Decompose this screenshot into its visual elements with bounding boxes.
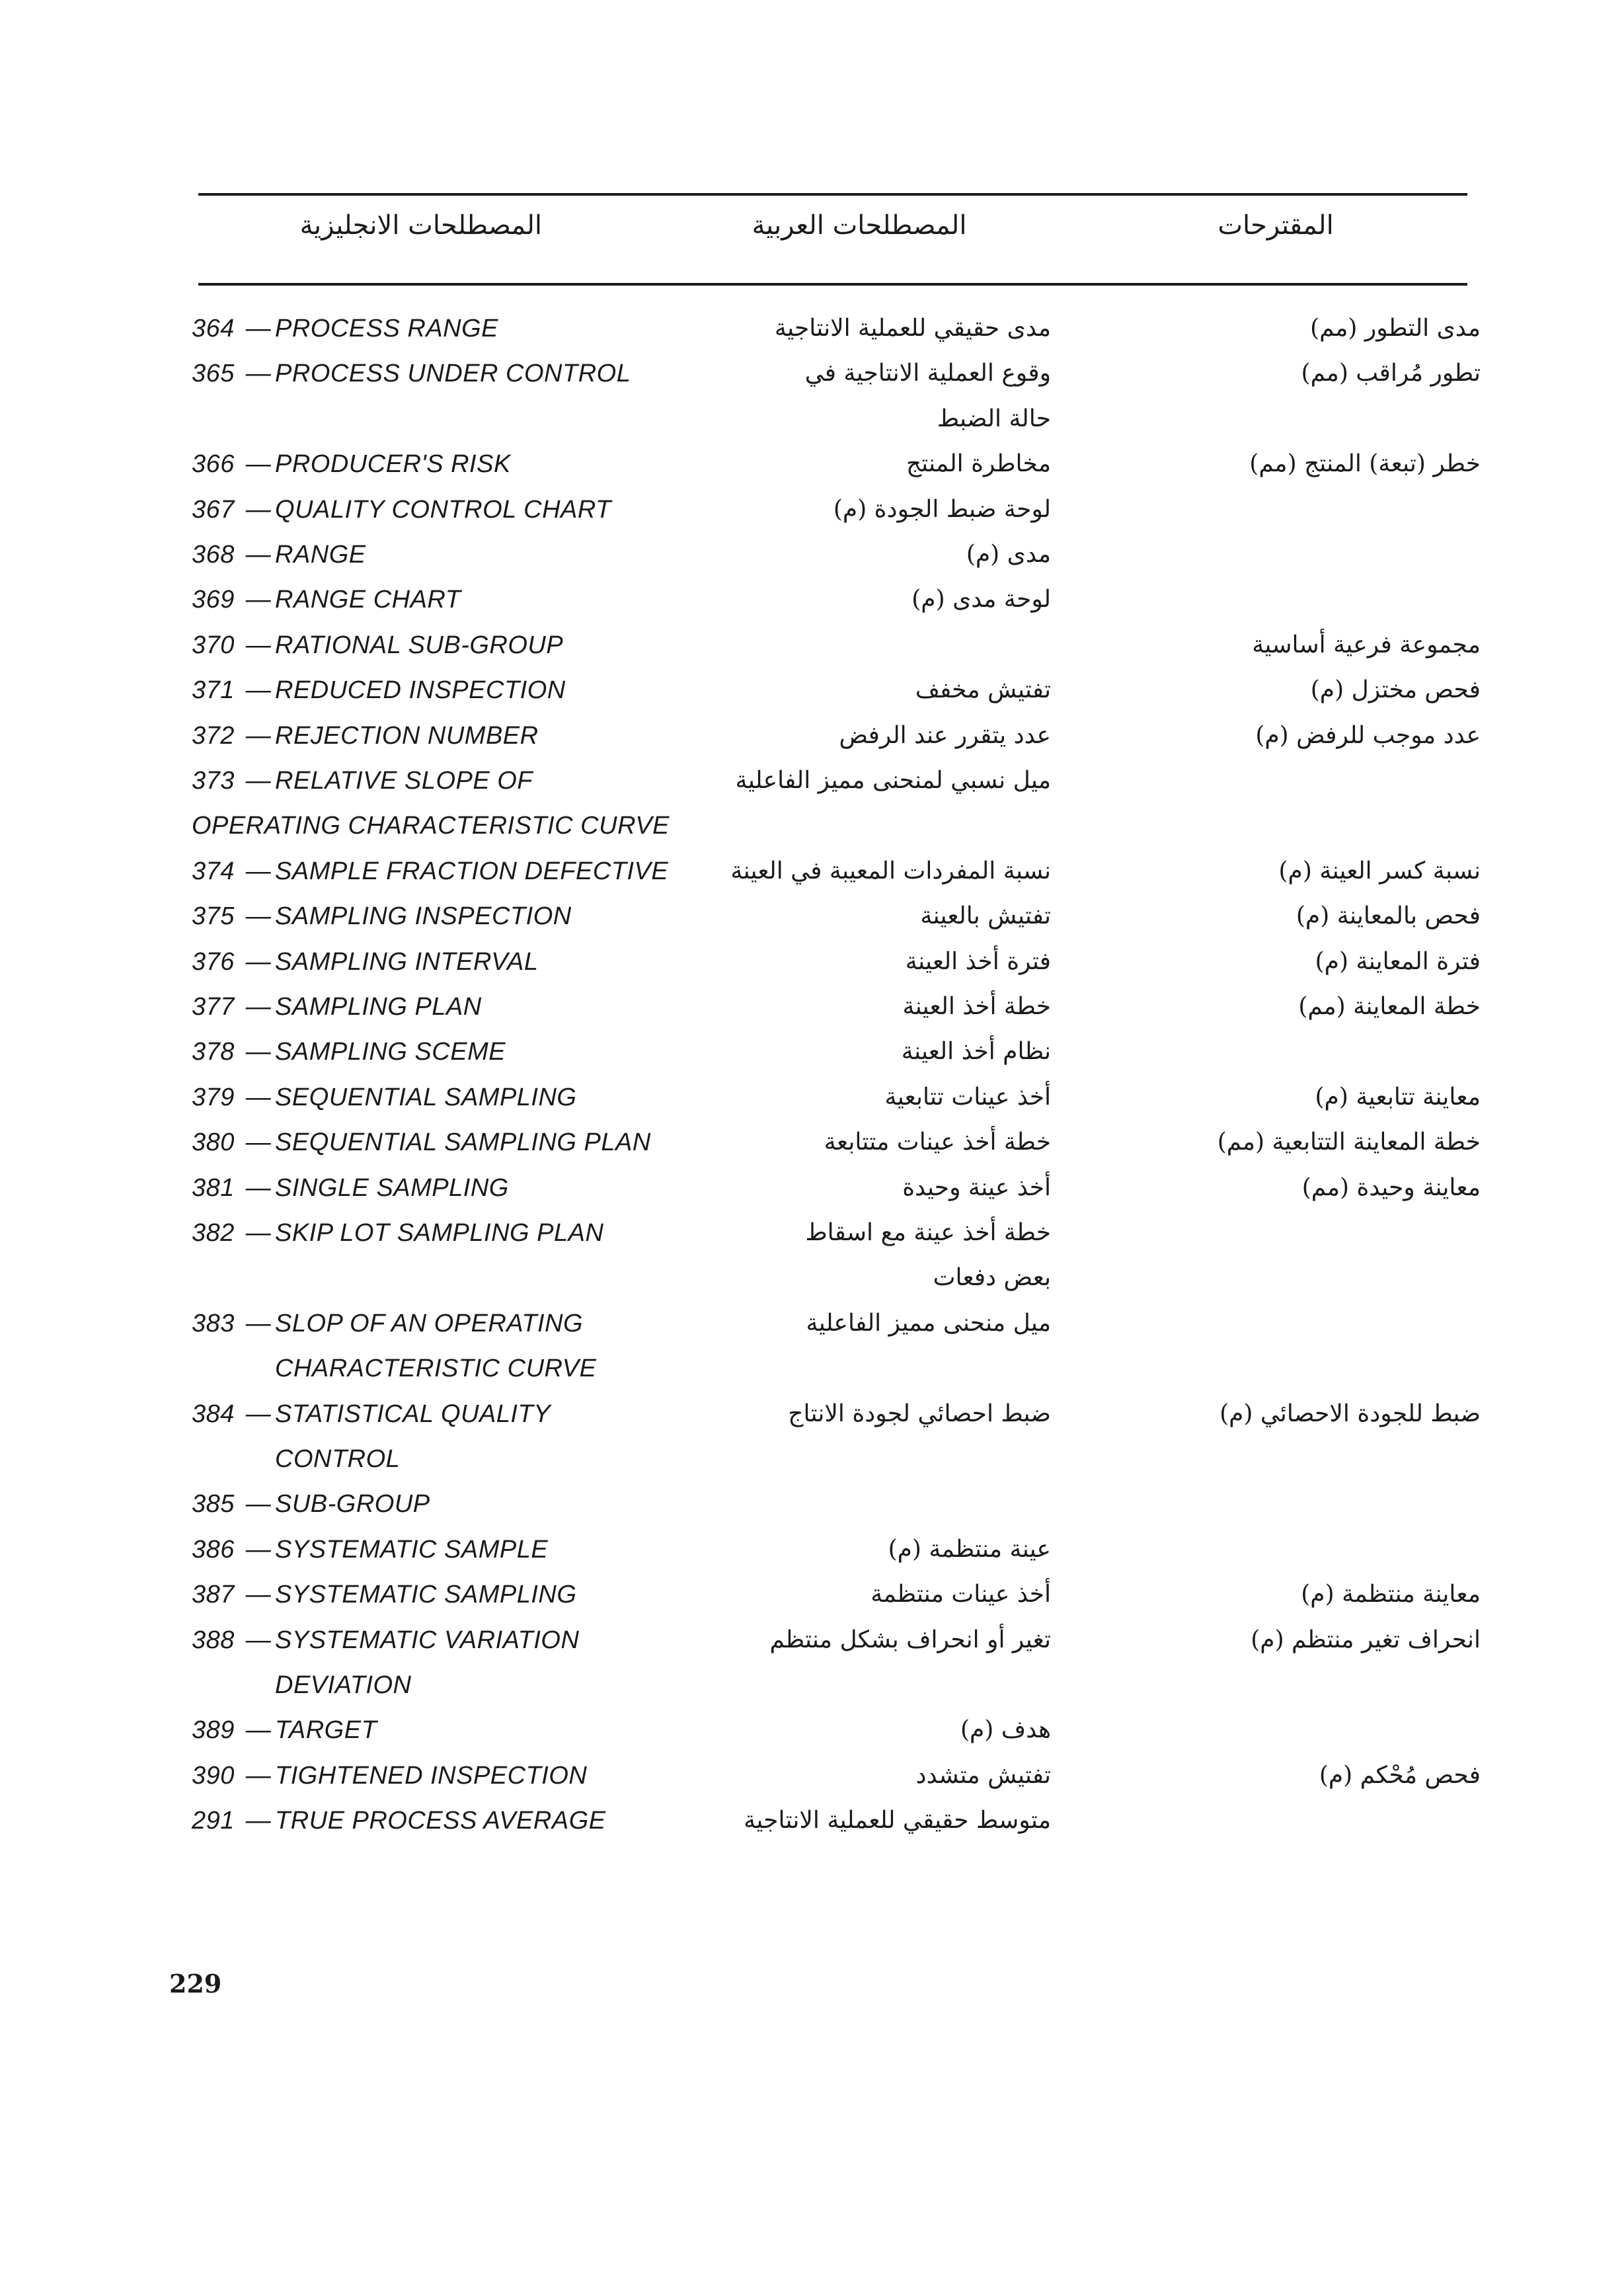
header-arabic-terms: المصطلحات العربية xyxy=(752,210,967,241)
glossary-row xyxy=(0,984,1624,1029)
proposed-term: ضبط للجودة الاحصائي (م) xyxy=(1219,1400,1481,1427)
english-term xyxy=(192,1210,707,1255)
english-term xyxy=(192,1437,707,1482)
arabic-term: عينة منتظمة (م) xyxy=(888,1535,1051,1563)
english-term xyxy=(192,803,707,848)
glossary-row xyxy=(0,1798,1624,1843)
term-dash: — xyxy=(245,1173,272,1202)
arabic-term: خطة أخذ العينة xyxy=(902,993,1051,1020)
english-term-text: SYSTEMATIC SAMPLE xyxy=(275,1535,549,1564)
glossary-row xyxy=(0,1618,1624,1663)
term-number: 376 xyxy=(192,947,235,976)
term-number: 291 xyxy=(192,1807,235,1835)
proposed-term: فحص مختزل (م) xyxy=(1310,676,1481,704)
english-term-text: SYSTEMATIC SAMPLING xyxy=(275,1581,577,1609)
glossary-row xyxy=(0,397,1624,442)
english-term-text: PRODUCER'S RISK xyxy=(275,450,511,479)
arabic-term: أخذ عينة وحيدة xyxy=(902,1173,1051,1201)
term-dash: — xyxy=(245,360,272,388)
term-dash: — xyxy=(245,1309,272,1337)
english-term xyxy=(192,1663,707,1708)
english-term xyxy=(192,758,707,803)
term-number: 390 xyxy=(192,1761,235,1790)
english-term-text: SAMPLING INTERVAL xyxy=(275,947,539,976)
arabic-term: تفتيش مخفف xyxy=(915,676,1051,704)
glossary-row xyxy=(0,1210,1624,1255)
glossary-row xyxy=(0,1437,1624,1482)
glossary-row xyxy=(0,1753,1624,1798)
glossary-row xyxy=(0,1482,1624,1526)
english-term-text: CONTROL xyxy=(275,1445,401,1473)
english-term-text: OPERATING CHARACTERISTIC CURVE xyxy=(192,812,670,840)
english-term xyxy=(192,894,707,939)
glossary-row xyxy=(0,668,1624,713)
glossary-row xyxy=(0,894,1624,939)
english-term xyxy=(192,713,707,758)
term-dash: — xyxy=(245,315,272,342)
glossary-row xyxy=(0,1392,1624,1437)
glossary-row xyxy=(0,939,1624,984)
arabic-term: لوحة مدى (م) xyxy=(911,586,1051,614)
proposed-term: انحراف تغير منتظم (م) xyxy=(1251,1626,1481,1653)
proposed-term: تطور مُراقب (مم) xyxy=(1301,360,1481,387)
english-term xyxy=(192,1120,707,1165)
arabic-term: ميل نسبي لمنحنى مميز الفاعلية xyxy=(735,767,1051,794)
arabic-term: أخذ عينات تتابعية xyxy=(884,1083,1051,1111)
term-number: 379 xyxy=(192,1083,235,1111)
term-number: 387 xyxy=(192,1581,235,1609)
term-dash: — xyxy=(245,1490,272,1519)
term-number: 369 xyxy=(192,586,235,614)
glossary-row xyxy=(0,1120,1624,1165)
proposed-term: معاينة منتظمة (م) xyxy=(1301,1581,1481,1608)
english-term-text: TARGET xyxy=(275,1716,377,1745)
header-english-terms: المصطلحات الانجليزية xyxy=(299,210,542,241)
term-number: 378 xyxy=(192,1038,235,1066)
english-term xyxy=(192,1798,707,1843)
term-dash: — xyxy=(245,586,272,614)
term-number: 370 xyxy=(192,631,235,659)
term-dash: — xyxy=(245,1761,272,1790)
arabic-term: تفتيش متشدد xyxy=(915,1761,1051,1789)
term-dash: — xyxy=(245,450,272,479)
term-number: 388 xyxy=(192,1626,235,1654)
header-top-rule xyxy=(198,193,1467,196)
term-dash: — xyxy=(245,857,272,885)
glossary-row xyxy=(0,1166,1624,1210)
arabic-term: نظام أخذ العينة xyxy=(901,1038,1051,1066)
term-dash: — xyxy=(245,541,272,569)
glossary-row xyxy=(0,1029,1624,1074)
term-dash: — xyxy=(245,676,272,705)
english-term-text: RATIONAL SUB-GROUP xyxy=(275,631,564,659)
english-term-text: SAMPLE FRACTION DEFECTIVE xyxy=(275,857,669,885)
arabic-term: تفتيش بالعينة xyxy=(920,902,1051,930)
term-number: 364 xyxy=(192,315,235,342)
glossary-row xyxy=(0,306,1624,351)
arabic-term: متوسط حقيقي للعملية الانتاجية xyxy=(744,1807,1051,1835)
proposed-term: خطة المعاينة التتابعية (مم) xyxy=(1217,1128,1481,1156)
english-term xyxy=(192,1572,707,1617)
arabic-term: مخاطرة المنتج xyxy=(906,450,1051,478)
english-term-text: DEVIATION xyxy=(275,1671,412,1699)
term-dash: — xyxy=(245,767,272,795)
english-term xyxy=(192,623,707,668)
arabic-term: نسبة المفردات المعيبة في العينة xyxy=(730,857,1051,885)
term-number: 386 xyxy=(192,1535,235,1564)
english-term xyxy=(192,1482,707,1526)
english-term-text: SKIP LOT SAMPLING PLAN xyxy=(275,1219,604,1247)
english-term-text: SAMPLING INSPECTION xyxy=(275,902,572,931)
english-term xyxy=(192,351,707,396)
term-number: 368 xyxy=(192,541,235,569)
glossary-row xyxy=(0,1346,1624,1391)
english-term xyxy=(192,849,707,894)
proposed-term: فترة المعاينة (م) xyxy=(1315,947,1481,975)
term-dash: — xyxy=(245,947,272,976)
term-dash: — xyxy=(245,1400,272,1428)
proposed-term: معاينة وحيدة (مم) xyxy=(1301,1173,1481,1201)
english-term xyxy=(192,1166,707,1210)
proposed-term: فحص مُحْكم (م) xyxy=(1319,1761,1481,1789)
term-dash: — xyxy=(245,993,272,1021)
glossary-row xyxy=(0,532,1624,577)
term-dash: — xyxy=(245,1219,272,1247)
term-number: 377 xyxy=(192,993,235,1021)
page-number: 229 xyxy=(169,1969,222,1999)
glossary-row xyxy=(0,1255,1624,1300)
arabic-term: ميل منحنى مميز الفاعلية xyxy=(806,1309,1051,1337)
proposed-term: خطة المعاينة (مم) xyxy=(1298,993,1481,1020)
term-number: 380 xyxy=(192,1128,235,1157)
arabic-term: وقوع العملية الانتاجية في xyxy=(804,360,1051,387)
english-term xyxy=(192,1618,707,1663)
term-number: 373 xyxy=(192,767,235,795)
english-term xyxy=(192,1527,707,1572)
english-term-text: SINGLE SAMPLING xyxy=(275,1173,509,1202)
proposed-term: نسبة كسر العينة (م) xyxy=(1278,857,1481,885)
term-number: 372 xyxy=(192,721,235,750)
term-dash: — xyxy=(245,721,272,750)
proposed-term: معاينة تتابعية (م) xyxy=(1315,1083,1481,1111)
english-term xyxy=(192,487,707,532)
glossary-row xyxy=(0,351,1624,396)
english-term xyxy=(192,1346,707,1391)
arabic-term: أخذ عينات منتظمة xyxy=(870,1581,1051,1608)
term-dash: — xyxy=(245,1128,272,1157)
arabic-term: خطة أخذ عينة مع اسقاط xyxy=(805,1219,1051,1246)
english-term-text: SUB-GROUP xyxy=(275,1490,430,1519)
proposed-term: عدد موجب للرفض (م) xyxy=(1255,721,1481,749)
english-term-text: PROCESS RANGE xyxy=(275,315,499,342)
arabic-term: ضبط احصائي لجودة الانتاج xyxy=(788,1400,1051,1427)
proposed-term: خطر (تبعة) المنتج (مم) xyxy=(1249,450,1481,478)
term-number: 371 xyxy=(192,676,235,705)
english-term xyxy=(192,668,707,713)
header-bottom-rule xyxy=(198,283,1467,286)
english-term-text: RANGE xyxy=(275,541,366,569)
glossary-row xyxy=(0,442,1624,487)
glossary-row xyxy=(0,1663,1624,1708)
glossary-row xyxy=(0,577,1624,622)
english-term-text: SAMPLING PLAN xyxy=(275,993,482,1021)
term-number: 385 xyxy=(192,1490,235,1519)
arabic-term: عدد يتقرر عند الرفض xyxy=(839,721,1051,749)
glossary-row xyxy=(0,1075,1624,1120)
english-term-text: PROCESS UNDER CONTROL xyxy=(275,360,631,388)
english-term-text: STATISTICAL QUALITY xyxy=(275,1400,551,1428)
term-number: 374 xyxy=(192,857,235,885)
proposed-term: مجموعة فرعية أساسية xyxy=(1252,631,1481,658)
term-dash: — xyxy=(245,902,272,931)
english-term xyxy=(192,1301,707,1346)
term-number: 366 xyxy=(192,450,235,479)
english-term-text: RELATIVE SLOPE OF xyxy=(275,767,533,795)
arabic-term: هدف (م) xyxy=(960,1716,1051,1744)
term-number: 389 xyxy=(192,1716,235,1745)
english-term xyxy=(192,1029,707,1074)
glossary-row xyxy=(0,1301,1624,1346)
english-term-text: SEQUENTIAL SAMPLING xyxy=(275,1083,577,1111)
glossary-row xyxy=(0,1708,1624,1753)
english-term-text: TRUE PROCESS AVERAGE xyxy=(275,1807,606,1835)
term-number: 381 xyxy=(192,1173,235,1202)
glossary-row xyxy=(0,758,1624,803)
arabic-term: مدى (م) xyxy=(966,541,1051,568)
english-term-text: REDUCED INSPECTION xyxy=(275,676,566,705)
term-number: 375 xyxy=(192,902,235,931)
term-dash: — xyxy=(245,1716,272,1745)
proposed-term: فحص بالمعاينة (م) xyxy=(1295,902,1481,930)
arabic-term: خطة أخذ عينات متتابعة xyxy=(824,1128,1051,1156)
english-term xyxy=(192,306,707,351)
glossary-row xyxy=(0,1572,1624,1617)
english-term-text: RANGE CHART xyxy=(275,586,461,614)
glossary-row xyxy=(0,713,1624,758)
english-term-text: TIGHTENED INSPECTION xyxy=(275,1761,588,1790)
proposed-term: مدى التطور (مم) xyxy=(1310,315,1481,342)
english-term xyxy=(192,1075,707,1120)
english-term-text: SAMPLING SCEME xyxy=(275,1038,506,1066)
english-term xyxy=(192,1392,707,1437)
english-term-text: REJECTION NUMBER xyxy=(275,721,539,750)
glossary-row xyxy=(0,623,1624,668)
arabic-term: بعض دفعات xyxy=(933,1264,1051,1292)
english-term xyxy=(192,442,707,487)
term-number: 383 xyxy=(192,1309,235,1337)
term-dash: — xyxy=(245,1581,272,1609)
english-term xyxy=(192,939,707,984)
term-number: 384 xyxy=(192,1400,235,1428)
english-term-text: CHARACTERISTIC CURVE xyxy=(275,1355,597,1383)
arabic-term: لوحة ضبط الجودة (م) xyxy=(833,495,1051,523)
term-number: 365 xyxy=(192,360,235,388)
english-term-text: SEQUENTIAL SAMPLING PLAN xyxy=(275,1128,651,1157)
arabic-term: حالة الضبط xyxy=(937,405,1051,432)
english-term xyxy=(192,984,707,1029)
term-number: 382 xyxy=(192,1219,235,1247)
term-dash: — xyxy=(245,631,272,659)
term-dash: — xyxy=(245,1807,272,1835)
english-term-text: QUALITY CONTROL CHART xyxy=(275,495,611,524)
glossary-row xyxy=(0,1527,1624,1572)
term-dash: — xyxy=(245,1083,272,1111)
english-term xyxy=(192,532,707,577)
english-term xyxy=(192,1753,707,1798)
english-term xyxy=(192,577,707,622)
english-term-text: SLOP OF AN OPERATING xyxy=(275,1309,584,1337)
english-term xyxy=(192,1708,707,1753)
term-number: 367 xyxy=(192,495,235,524)
glossary-row xyxy=(0,803,1624,848)
term-dash: — xyxy=(245,1535,272,1564)
arabic-term: مدى حقيقي للعملية الانتاجية xyxy=(774,315,1051,342)
term-dash: — xyxy=(245,1626,272,1654)
english-term-text: SYSTEMATIC VARIATION xyxy=(275,1626,580,1654)
glossary-row xyxy=(0,849,1624,894)
arabic-term: فترة أخذ العينة xyxy=(905,947,1051,975)
term-dash: — xyxy=(245,1038,272,1066)
header-proposals: المقترحات xyxy=(1218,210,1334,241)
arabic-term: تغير أو انحراف بشكل منتظم xyxy=(769,1626,1051,1653)
glossary-row xyxy=(0,487,1624,532)
term-dash: — xyxy=(245,495,272,524)
